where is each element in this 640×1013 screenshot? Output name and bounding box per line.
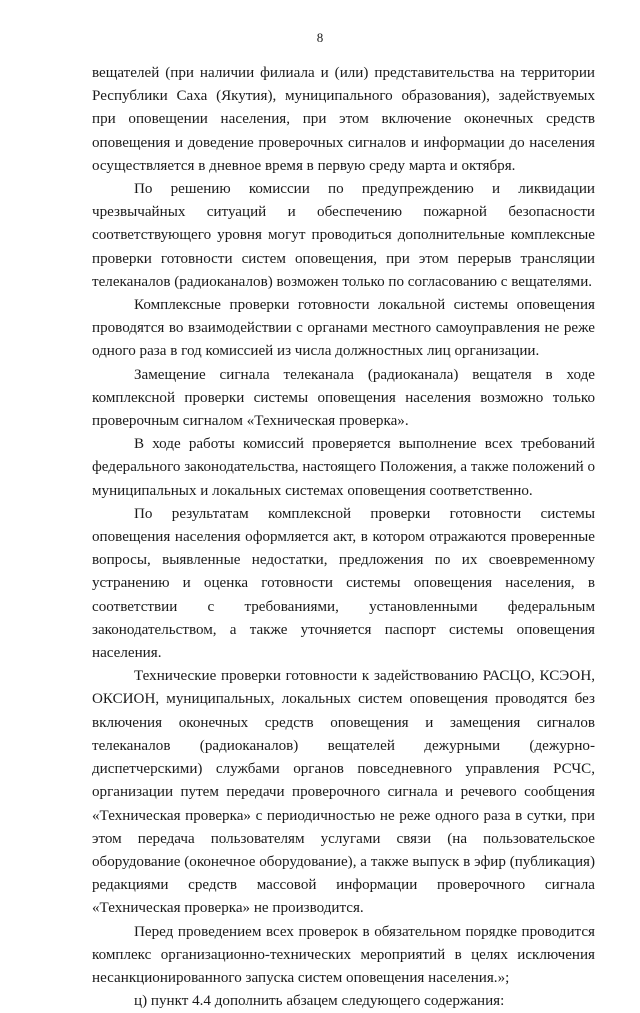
paragraph-7: Технические проверки готовности к задействованию РАСЦО, КСЭОН, ОКСИОН, муниципальных, локальных систем оповещения проводятся без включения оконечных средств оповещения и замещения сигналов телеканалов (радиоканалов) вещателей дежурными (дежурно-диспетчерскими) службами органов повседневного управления РСЧС, организации путем передачи проверочного сигнала и речевого сообщения «Техническая проверка» с периодичностью не реже одного раза в сутки, при этом передача пользователям услугами связи (на пользовательское оборудование (оконечное оборудование), а также выпуск в эфир (публикация) редакциями средств массовой информации проверочного сигнала «Техническая проверка» не производится. xyxy=(92,668,595,917)
paragraph-6: По результатам комплексной проверки готовности системы оповещения населения оформляется акт, в котором отражаются проверенные вопросы, выявленные недостатки, предложения по их своевременному устранению и оценка готовности системы оповещения населения, в соответствии с требованиями, установленными федеральным законодательством, а также уточняется паспорт системы оповещения населения. xyxy=(92,505,595,662)
paragraph-5: В ходе работы комиссий проверяется выполнение всех требований федерального законодательства, настоящего Положения, а также положений о муниципальных и локальных системах оповещения соответственно. xyxy=(92,436,596,499)
paragraph-3: Комплексные проверки готовности локальной системы оповещения проводятся во взаимодействии с органами местного самоуправления не реже одного раза в год комиссией из числа должностных лиц организации. xyxy=(92,297,595,360)
paragraph-8: Перед проведением всех проверок в обязательном порядке проводится комплекс организационно-технических мероприятий в целях исключения несанкционированного запуска систем оповещения населения.»; xyxy=(92,923,595,986)
paragraph-1: вещателей (при наличии филиала и (или) представительства на территории Республики Саха (Якутия), муниципального образования), задействуемых при оповещении населения, при этом включение оконечных средств оповещения и доведение проверочных сигналов и информации до населения осуществляется в дневное время в первую среду марта и октября. xyxy=(92,65,595,174)
page-number: 8 xyxy=(316,30,324,45)
paragraph-9: ц) пункт 4.4 дополнить абзацем следующего содержания: xyxy=(134,993,505,1010)
document-body xyxy=(92,62,595,1013)
paragraph-4: Замещение сигнала телеканала (радиоканала) вещателя в ходе комплексной проверки системы оповещения населения возможно только проверочным сигналом «Техническая проверка». xyxy=(92,366,595,430)
paragraph-2: По решению комиссии по предупреждению и ликвидации чрезвычайных ситуаций и обеспечению пожарной безопасности соответствующего уровня могут проводиться дополнительные комплексные проверки готовности систем оповещения, при этом перерыв трансляции телеканалов (радиоканалов) возможен только по согласованию с вещателями. xyxy=(92,181,595,290)
